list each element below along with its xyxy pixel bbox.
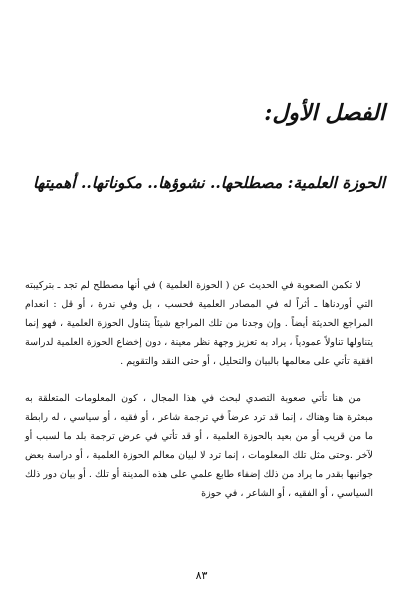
body-paragraph: لا تكمن الصعوبة في الحديث عن ( الحوزة العلمية ) في أنها مصطلح لم تجد ـ بتركيبته التي أوردناها ـ أثراً له في المصادر العلمية فحسب ، بل وفي ندرة ، أو قل : انعدام المراجع الحديثة أيضاً . وإن وجدنا من تلك المراجع شيئاً يتناول الحوزة العلمية ، فهو إنما يتناولها تناولاً عمودياً ، يراد به تعزيز وجهة نظر معينة ، دون إخضاع الحوزة العلمية لدراسة افقية تأتي على معالمها بالبيان والتحليل ، أو حتى النقد والتقويم . (25, 280, 373, 367)
chapter-title: الفصل الأول: (264, 100, 385, 126)
body-paragraph: من هنا تأتي صعوبة التصدي لبحث في هذا المجال ، كون المعلومات المتعلقة به مبعثرة هنا وهناك ، إنما قد ترد عرضاً في ترجمة شاعر ، أو فقيه ، أو سياسي ، له رابطة ما من قريب أو من بعيد بالحوزة العلمية ، أو قد تأتي في عرض ترجمة بلد ما لسبب أو لآخر .وحتى مثل تلك المعلومات ، إنما ترد لا لبيان معالم الحوزة العلمية ، أو دراسة بعض جوانبها بقدر ما يراد من ذلك إضفاء طابع علمي على هذه المدينة أو تلك . أو بيان دور ذلك السياسي ، أو الفقيه ، أو الشاعر ، في حوزة (25, 393, 373, 499)
page-number: ٨٣ (195, 569, 208, 582)
chapter-subtitle: الحوزة العلمية: مصطلحها.. نشوؤها.. مكوناتها.. أهميتها (32, 173, 385, 192)
